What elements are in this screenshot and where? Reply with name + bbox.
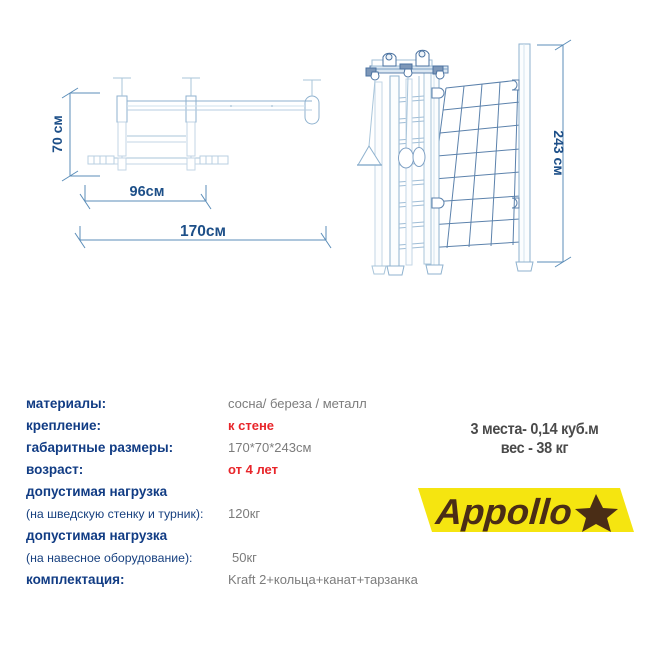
plan-view-drawing <box>88 78 321 170</box>
spec-sublabel-attachments: (на навесное оборудование): <box>26 551 193 565</box>
table-row <box>26 484 426 506</box>
dimension-70cm-label: 70 см <box>49 115 65 153</box>
spec-label-mounting: крепление: <box>26 418 102 433</box>
dimension-243cm-label: 243 см <box>551 130 567 176</box>
spec-label-max-load-1: допустимая нагрузка <box>26 484 168 499</box>
packaging-weight-line: вес - 38 кг <box>500 440 569 457</box>
table-row <box>26 440 426 462</box>
table-row <box>26 418 426 440</box>
wall-bars-elevation-drawing <box>357 44 533 275</box>
table-row <box>26 550 426 572</box>
spec-label-materials: материалы: <box>26 396 107 411</box>
net-outer-post <box>512 44 533 271</box>
spec-label-dimensions: габаритные размеры: <box>26 440 174 455</box>
top-crossbar-assembly <box>366 50 448 80</box>
table-row <box>26 572 426 594</box>
packaging-info <box>439 420 630 458</box>
spec-value-dimensions: 170*70*243см <box>228 440 312 455</box>
spec-value-mounting: к стене <box>228 418 275 433</box>
dimension-96cm-label: 96см <box>129 184 165 200</box>
spec-value-load-ladder-bar: 120кг <box>228 506 261 521</box>
spec-sublabel-ladder-bar: (на шведскую стенку и турник): <box>26 507 204 521</box>
logo-brand-text: Appollo <box>434 491 572 532</box>
spec-value-load-attachments: 50кг <box>232 550 257 565</box>
spec-value-materials: сосна/ береза / металл <box>228 396 367 411</box>
table-row <box>26 462 426 484</box>
apollo-brand-logo <box>418 482 634 538</box>
packaging-volume-line: 3 места- 0,14 куб.м <box>470 421 599 438</box>
spec-label-kit: комплектация: <box>26 572 125 587</box>
specification-table <box>26 396 426 594</box>
dimension-70cm <box>62 88 100 181</box>
table-row <box>26 396 426 418</box>
product-dimension-drawing <box>0 0 650 300</box>
spec-label-max-load-2: допустимая нагрузка <box>26 528 168 543</box>
table-row <box>26 528 426 550</box>
dimension-170cm-label: 170см <box>180 223 226 240</box>
spec-label-age: возраст: <box>26 462 84 477</box>
spec-value-kit: Kraft 2+кольца+канат+тарзанка <box>228 572 418 587</box>
table-row <box>26 506 426 528</box>
spec-value-age: от 4 лет <box>228 462 278 477</box>
